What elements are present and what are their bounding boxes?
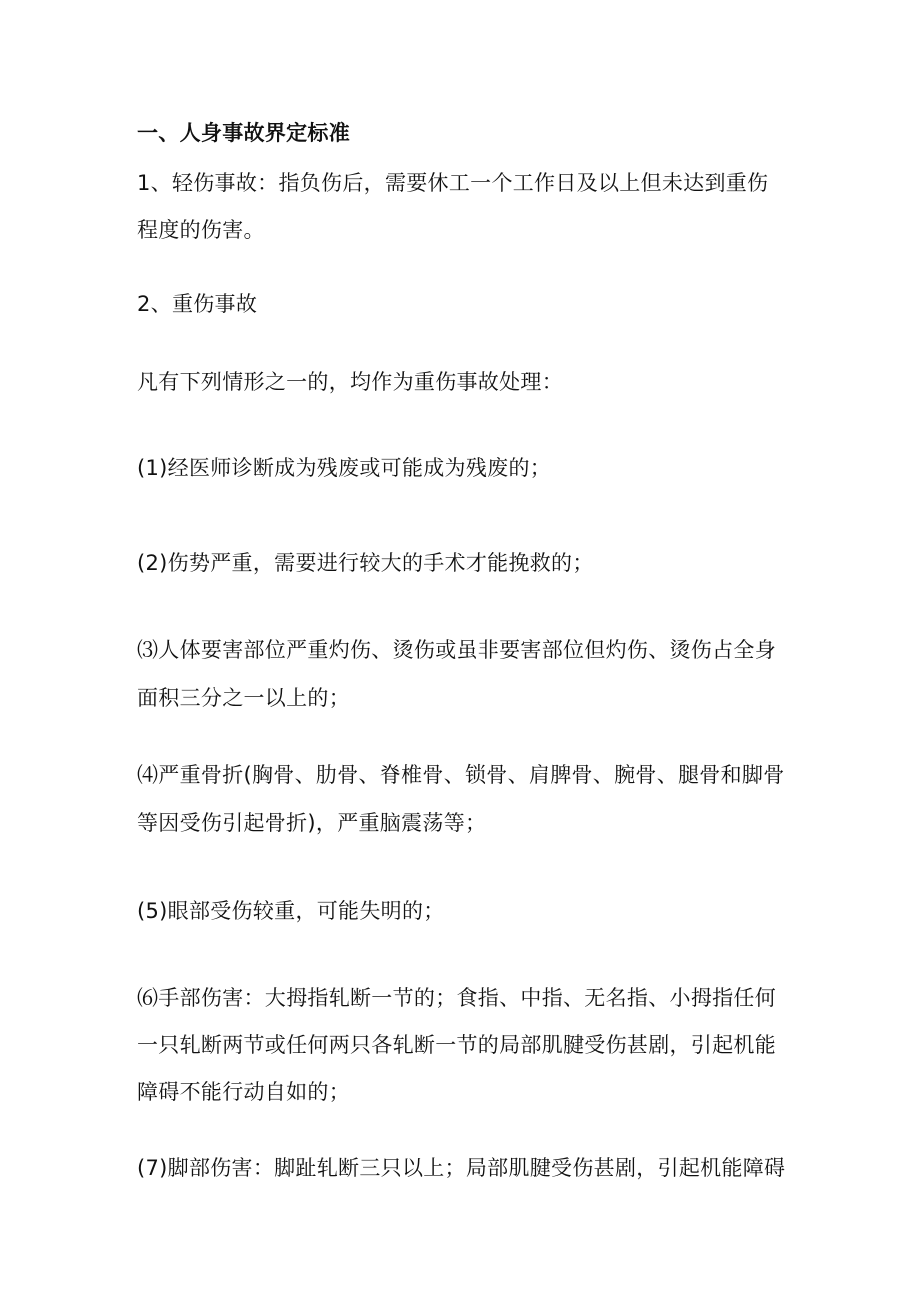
intro-paragraph: 凡有下列情形之一的，均作为重伤事故处理： <box>137 370 563 394</box>
condition-5: (5)眼部受伤较重，可能失明的； <box>137 899 445 923</box>
condition-4-line1: ⑷严重骨折(胸骨、肋骨、脊椎骨、锁骨、肩脾骨、腕骨、腿骨和脚骨 <box>137 763 785 787</box>
condition-6-line2: 一只轧断两节或任何两只各轧断一节的局部肌腱受伤甚剧，引起机能 <box>137 1033 776 1057</box>
condition-1: (1)经医师诊断成为残废或可能成为残废的； <box>137 456 552 480</box>
condition-2: (2)伤势严重，需要进行较大的手术才能挽救的； <box>137 551 594 575</box>
section-heading: 一、人身事故界定标准 <box>137 121 350 145</box>
item1-line2: 程度的伤害。 <box>137 218 265 242</box>
item2-title: 2、重伤事故 <box>137 292 258 316</box>
condition-4-line2: 等因受伤引起骨折)，严重脑震荡等； <box>137 811 487 835</box>
condition-3-line2: 面积三分之一以上的； <box>137 686 350 710</box>
item1-line1: 1、轻伤事故：指负伤后，需要休工一个工作日及以上但未达到重伤 <box>137 171 769 195</box>
condition-6-line1: ⑹手部伤害：大拇指轧断一节的；食指、中指、无名指、小拇指任何 <box>137 986 776 1010</box>
condition-6-line3: 障碍不能行动自如的； <box>137 1080 350 1104</box>
condition-7-line1: (7)脚部伤害：脚趾轧断三只以上；局部肌腱受伤甚剧，引起机能障碍 <box>137 1156 786 1180</box>
condition-3-line1: ⑶人体要害部位严重灼伤、烫伤或虽非要害部位但灼伤、烫伤占全身 <box>137 638 776 662</box>
